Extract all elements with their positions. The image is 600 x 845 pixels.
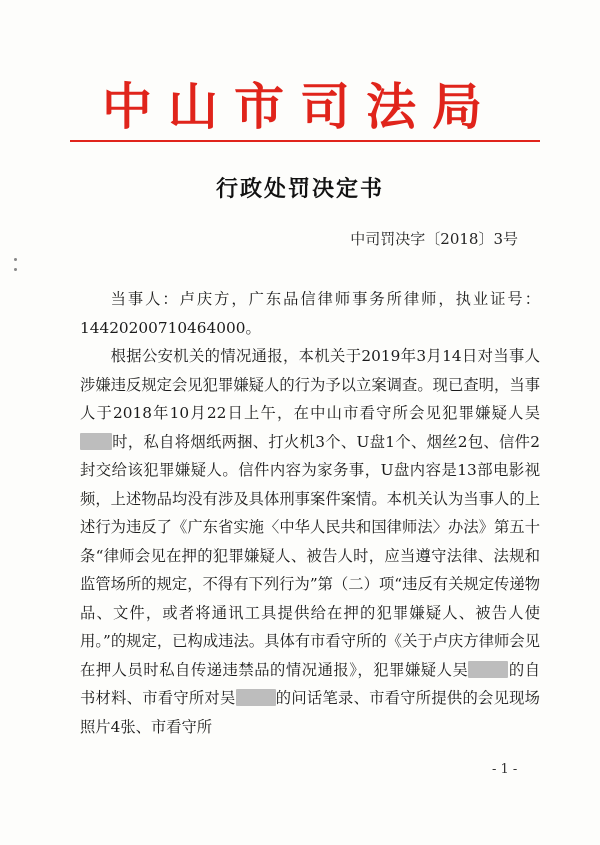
document-body: [80, 285, 540, 741]
findings-paragraph: [80, 342, 540, 741]
findings-text-4: 的问话笔录、市看守所提供的会见现场照片4张、市看守所: [80, 689, 540, 736]
letterhead: 中山市司法局: [102, 78, 498, 136]
binding-mark: [14, 258, 17, 261]
party-text: 当事人：卢庆方，广东品信律师事务所律师，执业证号：14420200710464000。: [80, 290, 540, 337]
document-number: 中司罚决字〔2018〕3号: [350, 230, 518, 248]
redaction-box: [80, 433, 112, 450]
findings-text-2: 时，私自将烟纸两捆、打火机3个、U盘1个、烟丝2包、信件2封交给该犯罪嫌疑人。信件内容为家务事，U盘内容是13部电影视频，上述物品均没有涉及具体刑事案件案情。本机关认为当事人的上述行为违反了《广东省实施〈中华人民共和国律师法〉办法》第五十条“律师会见在押的犯罪嫌疑人、被告人时，应当遵守法律、法规和监管场所的规定，不得有下列行为”第（二）项“违反有关规定传递物品、文件，或者将通讯工具提供给在押的犯罪嫌疑人、被告人使用。”的规定，已构成违法。具体有市看守所的《关于卢庆方律师会见在押人员时私自传递违禁品的情况通报》，犯罪嫌疑人吴: [80, 432, 540, 679]
redaction-box: [236, 689, 276, 706]
page-number: - 1 -: [492, 762, 518, 777]
party-paragraph: [80, 285, 540, 342]
findings-text-3: 的自书材料、市看守所对吴: [80, 660, 540, 707]
letterhead-divider: [70, 140, 540, 142]
findings-text-1: 根据公安机关的情况通报，本机关于2019年3月14日对当事人涉嫌违反规定会见犯罪嫌疑人的行为予以立案调查。现已查明，当事人于2018年10月22日上午，在中山市看守所会见犯罪嫌疑人吴: [80, 347, 540, 422]
redaction-box: [468, 661, 508, 678]
binding-mark: [14, 268, 17, 271]
document-title: 行政处罚决定书: [215, 176, 384, 202]
